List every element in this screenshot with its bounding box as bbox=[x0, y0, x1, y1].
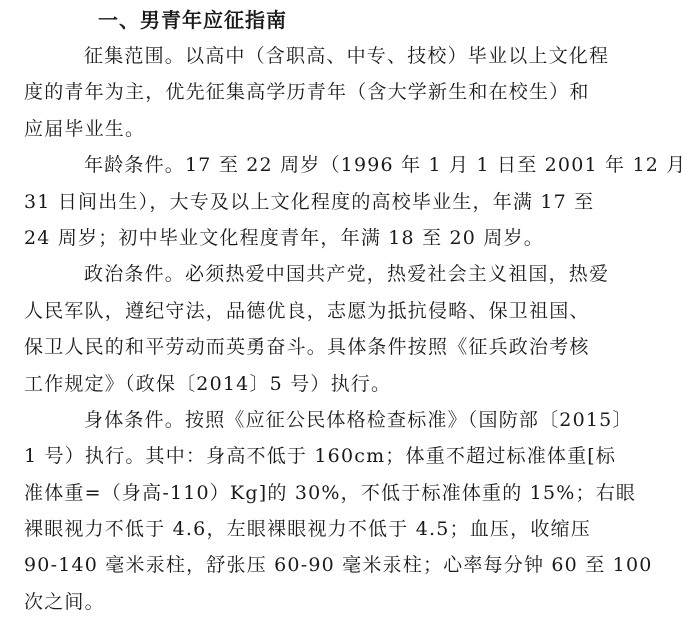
text-line: 准体重=（身高-110）Kg]的 30%，不低于标准体重的 15%；右眼 bbox=[24, 481, 637, 504]
text-line: 裸眼视力不低于 4.6，左眼裸眼视力不低于 4.5；血压，收缩压 bbox=[24, 518, 591, 541]
text-line: 人民军队，遵纪守法，品德优良，志愿为抵抗侵略、保卫祖国、 bbox=[24, 299, 590, 322]
text-line: 征集范围。以高中（含职高、中专、技校）毕业以上文化程 bbox=[84, 45, 610, 67]
text-line: 次之间。 bbox=[24, 590, 105, 613]
text-line: 政治条件。必须热爱中国共产党，热爱社会主义祖国，热爱 bbox=[84, 263, 610, 286]
text-line: 工作规定》（政保〔2014〕5 号）执行。 bbox=[24, 372, 392, 395]
text-line: 24 周岁；初中毕业文化程度青年，年满 18 至 20 周岁。 bbox=[24, 226, 544, 249]
paragraph-recruitment-scope bbox=[24, 38, 688, 147]
text-line: 度的青年为主，优先征集高学历青年（含大学新生和在校生）和 bbox=[24, 81, 590, 104]
section-heading: 一、男青年应征指南 bbox=[98, 8, 287, 32]
text-line: 身体条件。按照《应征公民体格检查标准》（国防部〔2015〕 bbox=[84, 408, 633, 431]
text-line: 应届毕业生。 bbox=[24, 117, 146, 140]
paragraph-physical-requirements bbox=[24, 402, 688, 620]
text-line: 年龄条件。17 至 22 周岁（1996 年 1 月 1 日至 2001 年 12 月 bbox=[84, 154, 687, 177]
text-line: 31 日间出生），大专及以上文化程度的高校毕业生，年满 17 至 bbox=[24, 190, 595, 213]
paragraph-political-requirements bbox=[24, 256, 688, 402]
text-line: 1 号）执行。其中：身高不低于 160cm；体重不超过标准体重[标 bbox=[24, 445, 617, 468]
text-line: 90-140 毫米汞柱，舒张压 60-90 毫米汞柱；心率每分钟 60 至 100 bbox=[24, 554, 653, 577]
text-line: 保卫人民的和平劳动而英勇奋斗。具体条件按照《征兵政治考核 bbox=[24, 336, 590, 359]
paragraph-age-requirements bbox=[24, 147, 688, 256]
